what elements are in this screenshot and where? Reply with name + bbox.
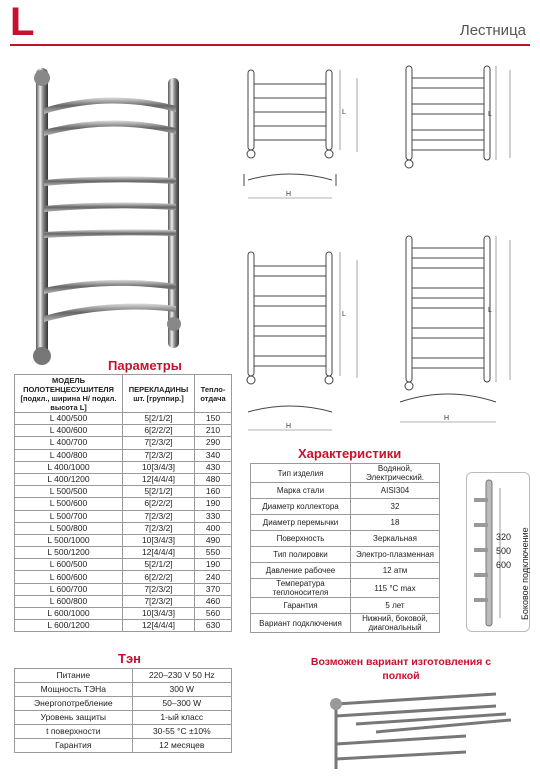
params-cell: L 600/1200 <box>15 620 123 632</box>
specs-title: Характеристики <box>298 446 402 461</box>
specs-row <box>251 483 440 499</box>
specs-cell: Нижний, боковой, диагональный <box>351 614 440 633</box>
params-cell: 430 <box>195 461 232 473</box>
params-cell: 240 <box>195 571 232 583</box>
drawing-3-height-label: L <box>342 311 346 318</box>
params-cell: 630 <box>195 620 232 632</box>
page-title: Лестница <box>459 22 526 39</box>
params-cell: 12[4/4/4] <box>123 473 195 485</box>
ten-cell: 1-ый класс <box>132 711 231 725</box>
params-cell: 5[2/1/2] <box>123 486 195 498</box>
params-cell: 7[2/3/2] <box>123 595 195 607</box>
params-cell: 550 <box>195 547 232 559</box>
params-cell: 7[2/3/2] <box>123 449 195 461</box>
specs-cell: Поверхность <box>251 531 351 547</box>
params-row <box>15 559 232 571</box>
specs-row <box>251 531 440 547</box>
ten-cell: Уровень защиты <box>15 711 133 725</box>
product-photo <box>14 48 214 368</box>
params-row <box>15 595 232 607</box>
params-cell: 480 <box>195 473 232 485</box>
drawing-2-height-label: L <box>488 111 492 118</box>
params-cell: L 500/1200 <box>15 547 123 559</box>
side-value-3: 600 <box>496 560 512 570</box>
params-row <box>15 620 232 632</box>
params-row <box>15 473 232 485</box>
ten-row <box>15 697 232 711</box>
specs-cell: 5 лет <box>351 598 440 614</box>
ten-cell: 12 месяцев <box>132 739 231 753</box>
specs-row <box>251 515 440 531</box>
technical-drawings <box>236 56 536 436</box>
params-cell: L 600/500 <box>15 559 123 571</box>
shelf-photo <box>316 684 516 774</box>
params-row <box>15 437 232 449</box>
params-row <box>15 571 232 583</box>
ten-cell: Гарантия <box>15 739 133 753</box>
ten-cell: 220–230 V 50 Hz <box>132 669 231 683</box>
params-cell: 10[3/4/3] <box>123 461 195 473</box>
params-cell: 7[2/3/2] <box>123 437 195 449</box>
specs-row <box>251 464 440 483</box>
specs-cell: 115 °C max <box>351 579 440 598</box>
params-cell: L 400/700 <box>15 437 123 449</box>
specs-cell: 18 <box>351 515 440 531</box>
ten-row <box>15 711 232 725</box>
params-row <box>15 413 232 425</box>
specs-row <box>251 598 440 614</box>
drawing-4-height-label: L <box>488 307 492 314</box>
specs-row <box>251 614 440 633</box>
params-cell: L 600/800 <box>15 595 123 607</box>
params-cell: 400 <box>195 522 232 534</box>
params-table <box>14 374 232 632</box>
params-row <box>15 486 232 498</box>
params-row <box>15 461 232 473</box>
side-value-2: 500 <box>496 546 512 556</box>
params-row <box>15 498 232 510</box>
params-cell: 7[2/3/2] <box>123 522 195 534</box>
params-cell: 12[4/4/4] <box>123 620 195 632</box>
params-row <box>15 449 232 461</box>
params-header-heat: Тепло-отдача <box>195 375 232 413</box>
params-body <box>15 413 232 632</box>
params-row <box>15 522 232 534</box>
params-cell: L 400/1200 <box>15 473 123 485</box>
specs-cell: Тип изделия <box>251 464 351 483</box>
params-cell: 190 <box>195 559 232 571</box>
ten-title: Тэн <box>118 651 141 666</box>
drawing-3-width-label: H <box>286 423 292 430</box>
specs-row <box>251 579 440 598</box>
side-connection-label-wrap <box>520 480 532 620</box>
params-cell: 490 <box>195 534 232 546</box>
params-cell: 160 <box>195 486 232 498</box>
params-cell: 7[2/3/2] <box>123 583 195 595</box>
params-cell: 5[2/1/2] <box>123 559 195 571</box>
specs-cell: Температура теплоносителя <box>251 579 351 598</box>
params-cell: L 500/700 <box>15 510 123 522</box>
drawing-1-height-label: L <box>342 109 346 116</box>
params-cell: L 600/600 <box>15 571 123 583</box>
params-cell: L 600/700 <box>15 583 123 595</box>
ten-row <box>15 669 232 683</box>
shelf-promo: Возможен вариант изготовления с полкой <box>310 656 492 682</box>
params-cell: 6[2/2/2] <box>123 425 195 437</box>
ten-row <box>15 683 232 697</box>
specs-cell: AISI304 <box>351 483 440 499</box>
params-header-crossbars: ПЕРЕКЛАДИНЫ шт. [группир.] <box>123 375 195 413</box>
specs-row <box>251 499 440 515</box>
specs-cell: Гарантия <box>251 598 351 614</box>
params-cell: 190 <box>195 498 232 510</box>
params-cell: 370 <box>195 583 232 595</box>
params-cell: 460 <box>195 595 232 607</box>
params-cell: 12[4/4/4] <box>123 547 195 559</box>
params-cell: 330 <box>195 510 232 522</box>
ten-body <box>15 669 232 753</box>
specs-cell: Давление рабочее <box>251 563 351 579</box>
specs-body <box>251 464 440 633</box>
specs-table <box>250 463 440 633</box>
ten-cell: 300 W <box>132 683 231 697</box>
specs-cell: Вариант подключения <box>251 614 351 633</box>
params-row <box>15 534 232 546</box>
brand-letter: L <box>10 0 35 44</box>
params-cell: L 400/800 <box>15 449 123 461</box>
params-cell: L 500/800 <box>15 522 123 534</box>
params-cell: 6[2/2/2] <box>123 498 195 510</box>
ten-cell: 30-55 °C ±10% <box>132 725 231 739</box>
ten-cell: Мощность ТЭНа <box>15 683 133 697</box>
specs-cell: 32 <box>351 499 440 515</box>
specs-cell: Диаметр коллектора <box>251 499 351 515</box>
params-row <box>15 547 232 559</box>
params-cell: L 400/1000 <box>15 461 123 473</box>
ten-row <box>15 739 232 753</box>
ten-cell: Питание <box>15 669 133 683</box>
params-row <box>15 608 232 620</box>
specs-cell: Диаметр перемычки <box>251 515 351 531</box>
drawing-1-width-label: H <box>286 191 292 198</box>
params-row <box>15 425 232 437</box>
params-cell: 340 <box>195 449 232 461</box>
ten-row <box>15 725 232 739</box>
specs-row <box>251 563 440 579</box>
specs-cell: Тип полировки <box>251 547 351 563</box>
ten-cell: t поверхности <box>15 725 133 739</box>
params-cell: 560 <box>195 608 232 620</box>
params-cell: 10[3/4/3] <box>123 608 195 620</box>
params-cell: 210 <box>195 425 232 437</box>
ten-cell: 50–300 W <box>132 697 231 711</box>
params-title: Параметры <box>108 358 182 373</box>
params-cell: 10[3/4/3] <box>123 534 195 546</box>
params-row <box>15 510 232 522</box>
ten-cell: Энергопотребление <box>15 697 133 711</box>
params-cell: 150 <box>195 413 232 425</box>
params-cell: L 600/1000 <box>15 608 123 620</box>
side-connection-label: Боковое подключение <box>520 527 530 620</box>
specs-cell: Электро-плазменная <box>351 547 440 563</box>
specs-cell: Марка стали <box>251 483 351 499</box>
drawing-4-width-label: H <box>444 415 450 422</box>
params-cell: L 400/500 <box>15 413 123 425</box>
params-cell: L 500/600 <box>15 498 123 510</box>
specs-cell: Водяной, Электрический. <box>351 464 440 483</box>
params-cell: L 500/1000 <box>15 534 123 546</box>
specs-cell: Зеркальная <box>351 531 440 547</box>
header-rule <box>10 44 530 46</box>
params-row <box>15 583 232 595</box>
params-header-model: МОДЕЛЬ ПОЛОТЕНЦЕСУШИТЕЛЯ [подкл., ширина Н/ подкл. высота L] <box>15 375 123 413</box>
params-cell: 7[2/3/2] <box>123 510 195 522</box>
ten-table <box>14 668 232 753</box>
params-cell: L 400/600 <box>15 425 123 437</box>
specs-cell: 12 атм <box>351 563 440 579</box>
params-cell: 5[2/1/2] <box>123 413 195 425</box>
params-cell: 6[2/2/2] <box>123 571 195 583</box>
params-cell: 290 <box>195 437 232 449</box>
specs-row <box>251 547 440 563</box>
params-cell: L 500/500 <box>15 486 123 498</box>
side-value-1: 320 <box>496 532 512 542</box>
params-header-row <box>15 375 232 413</box>
